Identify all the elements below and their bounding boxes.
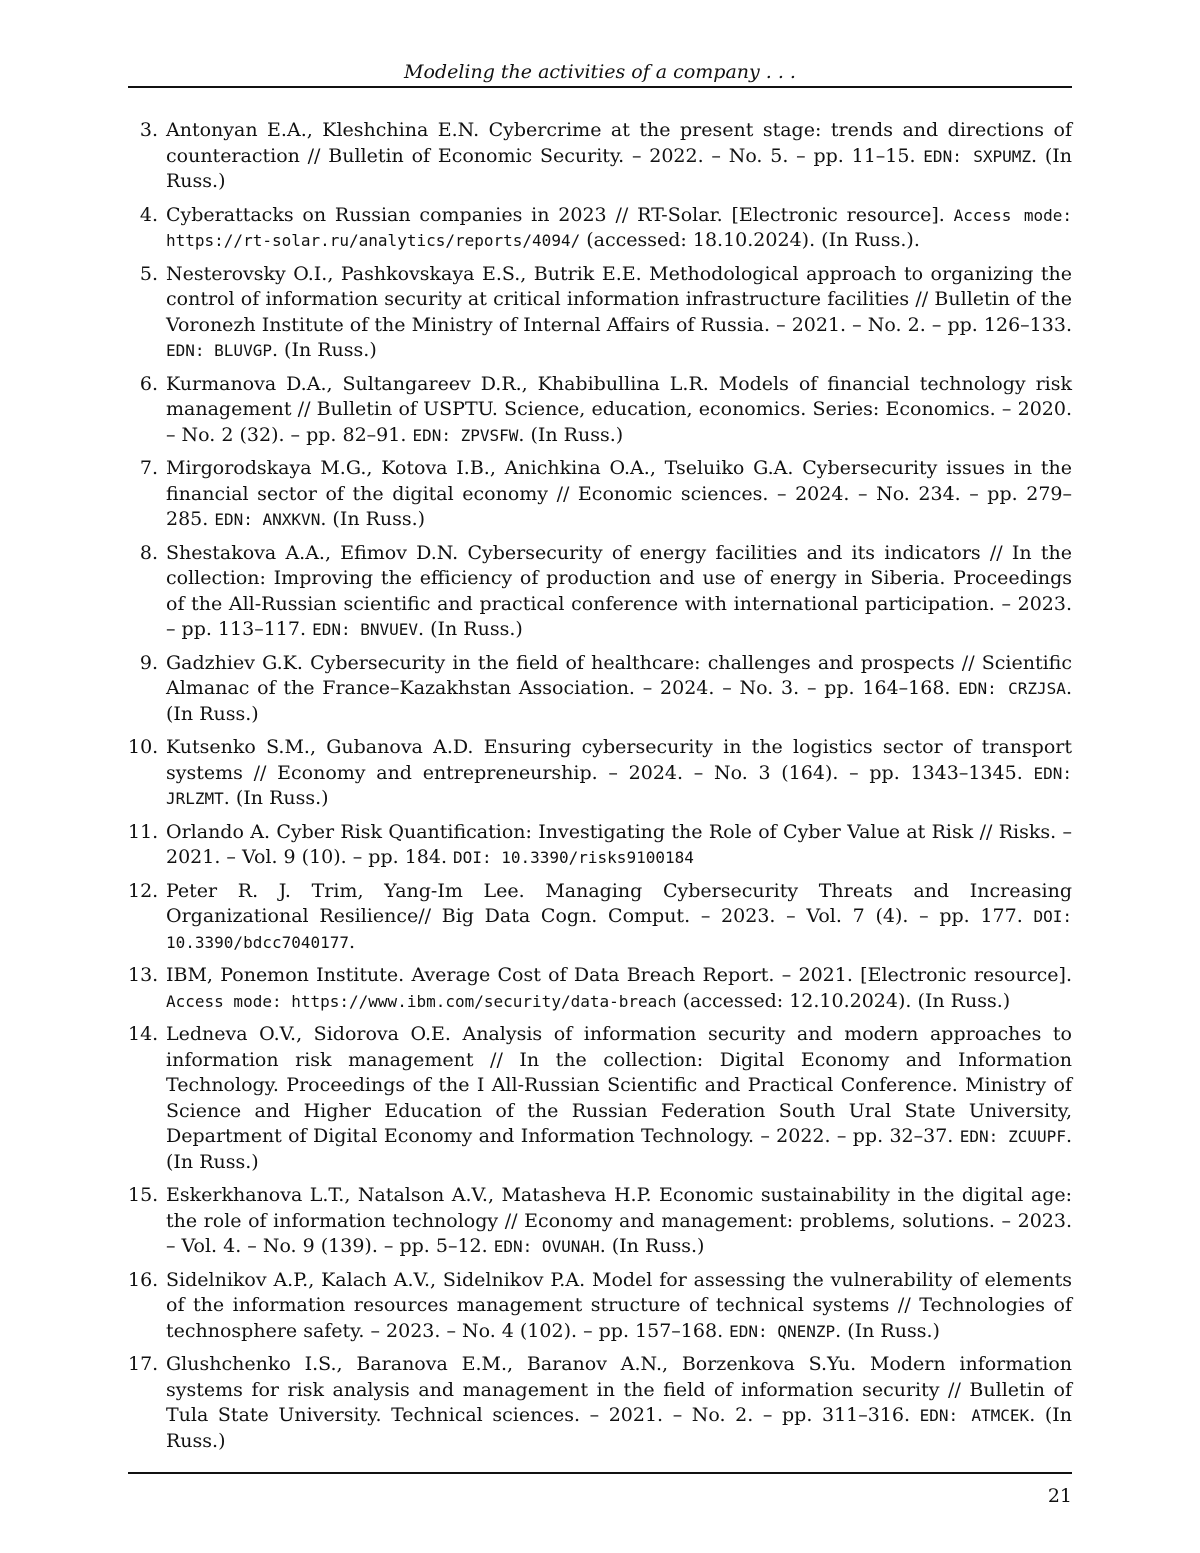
reference-item xyxy=(128,372,1072,449)
reference-identifier: EDN: BNVUEV xyxy=(312,620,419,639)
reference-text: Antonyan E.A., Kleshchina E.N. Cybercrime at the present stage: trends and directions of counteraction // Bulletin of Economic Security. – 2022. – No. 5. – pp. 11–15. xyxy=(166,119,1072,167)
reference-number: 3. xyxy=(139,119,158,141)
reference-text: . (In Russ.) xyxy=(166,1404,1072,1452)
reference-identifier: EDN: ZCUUPF xyxy=(959,1127,1066,1146)
reference-number: 17. xyxy=(128,1353,159,1375)
reference-item xyxy=(128,651,1072,728)
reference-identifier: EDN: OVUNAH xyxy=(493,1237,600,1256)
reference-identifier: EDN: SXPUMZ xyxy=(923,146,1032,166)
page-number: 21 xyxy=(1047,1485,1072,1507)
reference-number: 10. xyxy=(128,736,159,758)
reference-item xyxy=(128,541,1072,643)
reference-item xyxy=(128,1352,1072,1454)
reference-text: . (In Russ.) xyxy=(418,618,523,640)
reference-text: . (In Russ.) xyxy=(223,787,329,809)
reference-number: 9. xyxy=(139,651,158,674)
reference-text: Gadzhiev G.K. Cybersecurity in the field of healthcare: challenges and prospects // Scientific Almanac of the France–Kazakhstan Association. – 2024. – No. 3. – pp. 164–168. xyxy=(166,651,1072,699)
reference-number: 13. xyxy=(128,964,159,986)
reference-item xyxy=(128,879,1072,956)
reference-text: Peter R. J. Trim, Yang-Im Lee. Managing Cybersecurity Threats and Increasing Organizational Resilience// Big Data Cogn. Comput. – 2023. – Vol. 7 (4). – pp. 177. xyxy=(166,879,1072,927)
reference-number: 12. xyxy=(128,879,159,902)
reference-number: 6. xyxy=(139,372,158,395)
reference-identifier: Access mode: https://rt-solar.ru/analytics/reports/4094/ xyxy=(166,205,1073,250)
reference-item xyxy=(128,1268,1072,1345)
reference-text: IBM, Ponemon Institute. Average Cost of Data Breach Report. – 2021. [Electronic resource]. xyxy=(166,964,1072,986)
reference-text: . (In Russ.) xyxy=(518,423,624,446)
reference-text: Sidelnikov A.P., Kalach A.V., Sidelnikov P.A. Model for assessing the vulnerability of elements of the information resources management structure of technical systems // Technologies of technosphere safety. – 2023. – No. 4 (102). – pp. 157–168. xyxy=(166,1268,1072,1342)
reference-item xyxy=(128,1183,1072,1260)
running-header: Modeling the activities of a company . . . xyxy=(404,61,796,83)
reference-identifier: EDN: JRLZMT xyxy=(166,763,1072,808)
reference-text: . (In Russ.) xyxy=(166,144,1072,192)
reference-text: Cyberattacks on Russian companies in 2023 // RT-Solar. [Electronic resource]. xyxy=(166,203,954,226)
reference-identifier: EDN: BLUVGP xyxy=(166,341,272,360)
reference-item xyxy=(128,203,1072,254)
reference-identifier: EDN: CRZJSA xyxy=(958,679,1066,698)
reference-text: . (In Russ.) xyxy=(271,339,377,361)
reference-item xyxy=(128,262,1072,364)
reference-identifier: EDN: ATMCEK xyxy=(919,1406,1030,1425)
reference-list xyxy=(128,118,1072,1462)
reference-item xyxy=(128,1022,1072,1175)
reference-text: (accessed: 12.10.2024). (In Russ.) xyxy=(676,989,1011,1012)
reference-number: 8. xyxy=(139,541,158,564)
reference-item xyxy=(128,456,1072,533)
reference-text: Kutsenko S.M., Gubanova A.D. Ensuring cybersecurity in the logistics sector of transport systems // Economy and entrepreneurship. – 2024. – No. 3 (164). – pp. 1343–1345. xyxy=(166,736,1072,784)
reference-text: Kurmanova D.A., Sultangareev D.R., Khabibullina L.R. Models of financial technology risk management // Bulletin of USPTU. Science, education, economics. Series: Economics. – 2020. – No. 2 (32). – pp. 82–91. xyxy=(166,372,1072,446)
reference-identifier: EDN: ZPVSFW xyxy=(412,425,519,445)
reference-number: 5. xyxy=(139,262,158,285)
reference-number: 16. xyxy=(128,1268,159,1291)
reference-number: 7. xyxy=(139,457,158,479)
reference-text: . (In Russ.) xyxy=(166,1125,1072,1173)
reference-text: (accessed: 18.10.2024). (In Russ.). xyxy=(580,229,920,251)
reference-number: 15. xyxy=(128,1184,159,1206)
reference-text: Mirgorodskaya M.G., Kotova I.B., Anichkina O.A., Tseluiko G.A. Cybersecurity issues in the financial sector of the digital economy // Economic sciences. – 2024. – No. 234. – pp. 279–285. xyxy=(166,457,1072,530)
reference-number: 14. xyxy=(128,1023,159,1045)
reference-number: 11. xyxy=(128,820,159,843)
footer-rule xyxy=(128,1472,1072,1474)
reference-identifier: EDN: ANXKVN xyxy=(214,510,321,529)
reference-item xyxy=(128,963,1072,1014)
reference-text: . (In Russ.) xyxy=(166,677,1072,725)
reference-text: Ledneva O.V., Sidorova O.E. Analysis of information security and modern approaches to information risk management // In the collection: Digital Economy and Information Technology. Proceedings of the I All-Russian Scientific and Practical Conference. Ministry of Science and Higher Education of the Russian Federation South Ural State University, Department of Digital Economy and Information Technology. – 2022. – pp. 32–37. xyxy=(166,1023,1072,1147)
header-rule xyxy=(128,86,1072,88)
reference-text: . (In Russ.) xyxy=(599,1235,705,1257)
reference-text: Nesterovsky O.I., Pashkovskaya E.S., Butrik E.E. Methodological approach to organizing the control of information security at critical information infrastructure facilities // Bulletin of the Voronezh Institute of the Ministry of Internal Affairs of Russia. – 2021. – No. 2. – pp. 126–133. xyxy=(166,262,1072,336)
reference-item xyxy=(128,735,1072,812)
reference-identifier: DOI: 10.3390/risks9100184 xyxy=(453,848,694,867)
reference-identifier: DOI: 10.3390/bdcc7040177 xyxy=(166,907,1072,952)
reference-item xyxy=(128,820,1072,871)
reference-text: Shestakova A.A., Efimov D.N. Cybersecurity of energy facilities and its indicators // In the collection: Improving the efficiency of production and use of energy in Siberia. Proceedings of the All-Russian scientific and practical conference with international participation. – 2023. – pp. 113–117. xyxy=(166,541,1072,640)
reference-text: Orlando A. Cyber Risk Quantification: Investigating the Role of Cyber Value at Risk // Risks. – 2021. – Vol. 9 (10). – pp. 184. xyxy=(166,820,1072,868)
reference-text: Glushchenko I.S., Baranova E.M., Baranov A.N., Borzenkova S.Yu. Modern information systems for risk analysis and management in the field of information security // Bulletin of Tula State University. Technical sciences. – 2021. – No. 2. – pp. 311–316. xyxy=(166,1353,1072,1426)
reference-text: . xyxy=(349,930,356,953)
reference-identifier: Access mode: https://www.ibm.com/security/data-breach xyxy=(166,991,677,1011)
reference-text: . (In Russ.) xyxy=(835,1319,940,1342)
reference-text: . (In Russ.) xyxy=(320,508,426,530)
reference-number: 4. xyxy=(139,203,158,226)
reference-identifier: EDN: QNENZP xyxy=(729,1321,836,1341)
reference-text: Eskerkhanova L.T., Natalson A.V., Matasheva H.P. Economic sustainability in the digital age: the role of information technology // Economy and management: problems, solutions. – 2023. – Vol. 4. – No. 9 (139). – pp. 5–12. xyxy=(166,1184,1072,1257)
reference-item xyxy=(128,118,1072,195)
